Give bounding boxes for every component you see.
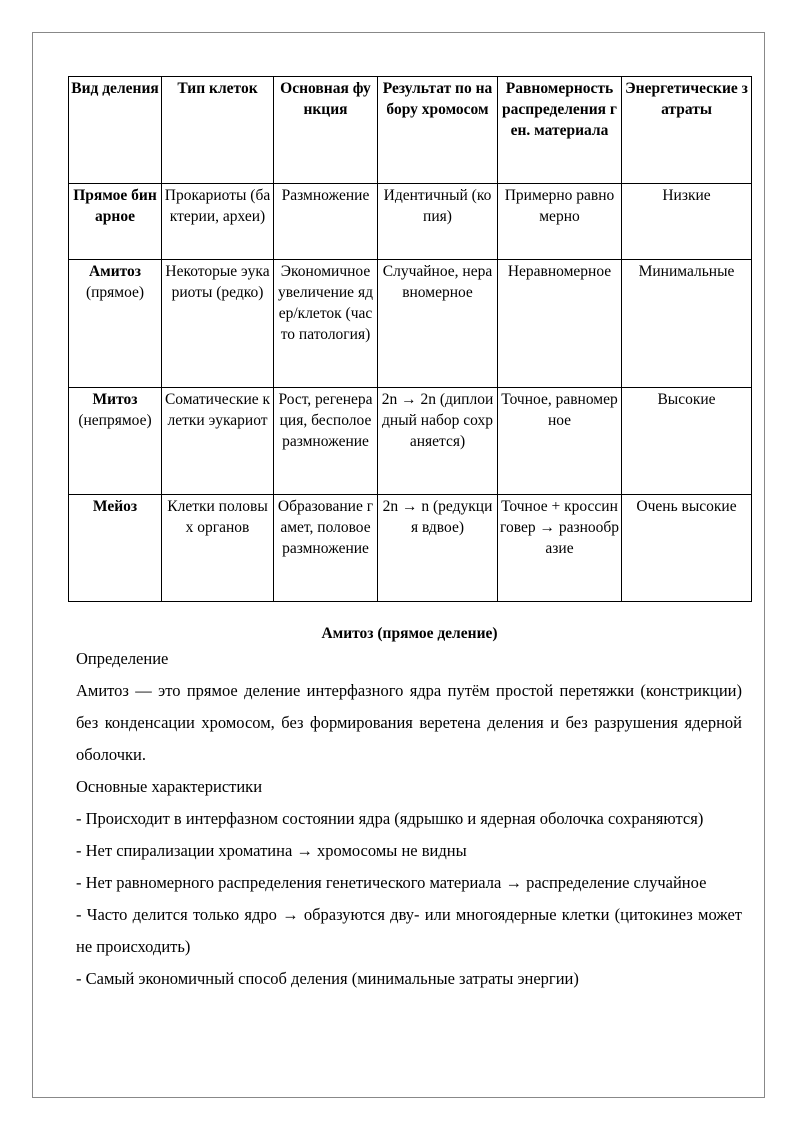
list-item: - Часто делится только ядро → образуются дву- или многоядерные клетки (цитокинез может не происходить)	[76, 905, 742, 956]
division-type-cell	[69, 260, 162, 388]
table-row	[69, 184, 752, 260]
division-type-cell	[69, 495, 162, 602]
header-energy-cost: Энергетические затраты	[622, 77, 752, 184]
division-type-cell	[69, 388, 162, 495]
table-cell: Очень высокие	[622, 495, 752, 602]
table-cell: Точное + кроссинговер → разнообразие	[498, 495, 622, 602]
table-cell: Случайное, неравномерное	[378, 260, 498, 388]
header-main-function: Основная функция	[274, 77, 378, 184]
header-chromosome-result: Результат по набору хромосом	[378, 77, 498, 184]
characteristics-heading: Основные характеристики	[76, 777, 263, 796]
table-row	[69, 260, 752, 388]
section-body	[76, 643, 742, 995]
table-row	[69, 388, 752, 495]
table-cell: 2n → 2n (диплоидный набор сохраняется)	[378, 388, 498, 495]
division-type-cell	[69, 184, 162, 260]
division-type-name: Прямое бинарное	[73, 187, 157, 225]
division-type-name: Мейоз	[92, 498, 138, 515]
division-type-name: Амитоз	[88, 263, 142, 280]
table-cell: Рост, регенерация, бесполое размножение	[274, 388, 378, 495]
table-cell: Экономичное увеличение ядер/клеток (часто патология)	[274, 260, 378, 388]
list-item: - Происходит в интерфазном состоянии ядра (ядрышко и ядерная оболочка сохраняются)	[76, 809, 704, 828]
table-cell: Соматические клетки эукариот	[162, 388, 274, 495]
section-title: Амитоз (прямое деление)	[321, 625, 498, 642]
list-item: - Самый экономичный способ деления (минимальные затраты энергии)	[76, 969, 579, 988]
table-cell: Прокариоты (бактерии, археи)	[162, 184, 274, 260]
division-type-name: Митоз	[92, 391, 138, 408]
table-cell: Некоторые эукариоты (редко)	[162, 260, 274, 388]
division-type-note: (прямое)	[85, 284, 145, 301]
definition-paragraph: Амитоз — это прямое деление интерфазного ядра путём простой перетяжки (констрикции) без конденсации хромосом, без формирования веретена деления и без разрушения ядерной оболочки.	[76, 681, 742, 764]
definition-heading: Определение	[76, 649, 169, 668]
table-cell: 2n → n (редукция вдвое)	[378, 495, 498, 602]
table-cell: Клетки половых органов	[162, 495, 274, 602]
table-cell: Точное, равномерное	[498, 388, 622, 495]
table-cell: Высокие	[622, 388, 752, 495]
cell-division-comparison-table	[68, 76, 752, 602]
list-item: - Нет спирализации хроматина → хромосомы не видны	[76, 841, 467, 860]
table-cell: Неравномерное	[498, 260, 622, 388]
list-item: - Нет равномерного распределения генетического материала → распределение случайное	[76, 873, 707, 892]
header-division-type: Вид деления	[69, 77, 162, 184]
header-distribution-uniformity: Равномерность распределения ген. материала	[498, 77, 622, 184]
table-cell: Размножение	[274, 184, 378, 260]
table-cell: Идентичный (копия)	[378, 184, 498, 260]
division-type-note: (непрямое)	[78, 412, 152, 429]
table-cell: Примерно равномерно	[498, 184, 622, 260]
table-row	[69, 495, 752, 602]
header-cell-type: Тип клеток	[162, 77, 274, 184]
table-header-row	[69, 77, 752, 184]
table-cell: Образование гамет, половое размножение	[274, 495, 378, 602]
table-cell: Минимальные	[622, 260, 752, 388]
table-cell: Низкие	[622, 184, 752, 260]
